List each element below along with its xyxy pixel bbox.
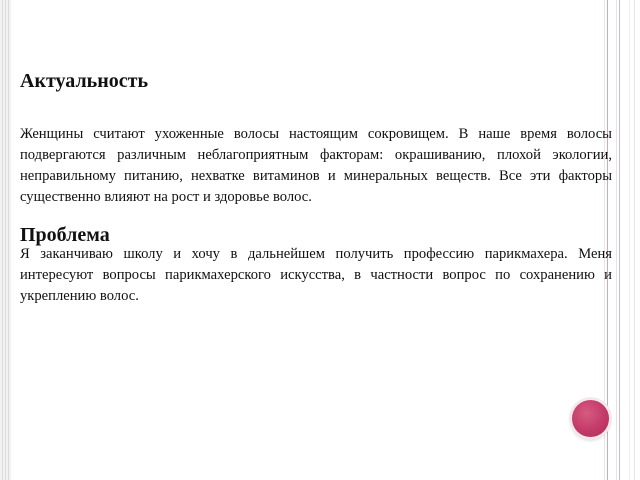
left-border-stripes xyxy=(0,0,11,480)
border-line xyxy=(616,0,617,480)
heading-relevance: Актуальность xyxy=(20,70,149,92)
paragraph-relevance: Женщины считают ухоженные волосы настоящим сокровищем. В наше время волосы подвергаются различным неблагоприятным факторам: окрашиванию, плохой экологии, неправильному питанию, нехватке витаминов и минеральных веществ. Все эти факторы существенно влияют на рост и здоровье волос. xyxy=(20,126,612,205)
paragraph-problem: Я заканчиваю школу и хочу в дальнейшем получить профессию парикмахера. Меня интересуют вопросы парикмахерского искусства, в частности вопрос по сохранению и укреплению волос. xyxy=(20,246,612,304)
slide-circle-button[interactable] xyxy=(572,400,609,437)
border-line xyxy=(629,0,630,480)
border-line xyxy=(619,0,620,480)
border-line xyxy=(634,0,635,480)
right-border-lines xyxy=(604,0,640,480)
border-line xyxy=(607,0,608,480)
heading-problem: Проблема xyxy=(20,224,110,246)
